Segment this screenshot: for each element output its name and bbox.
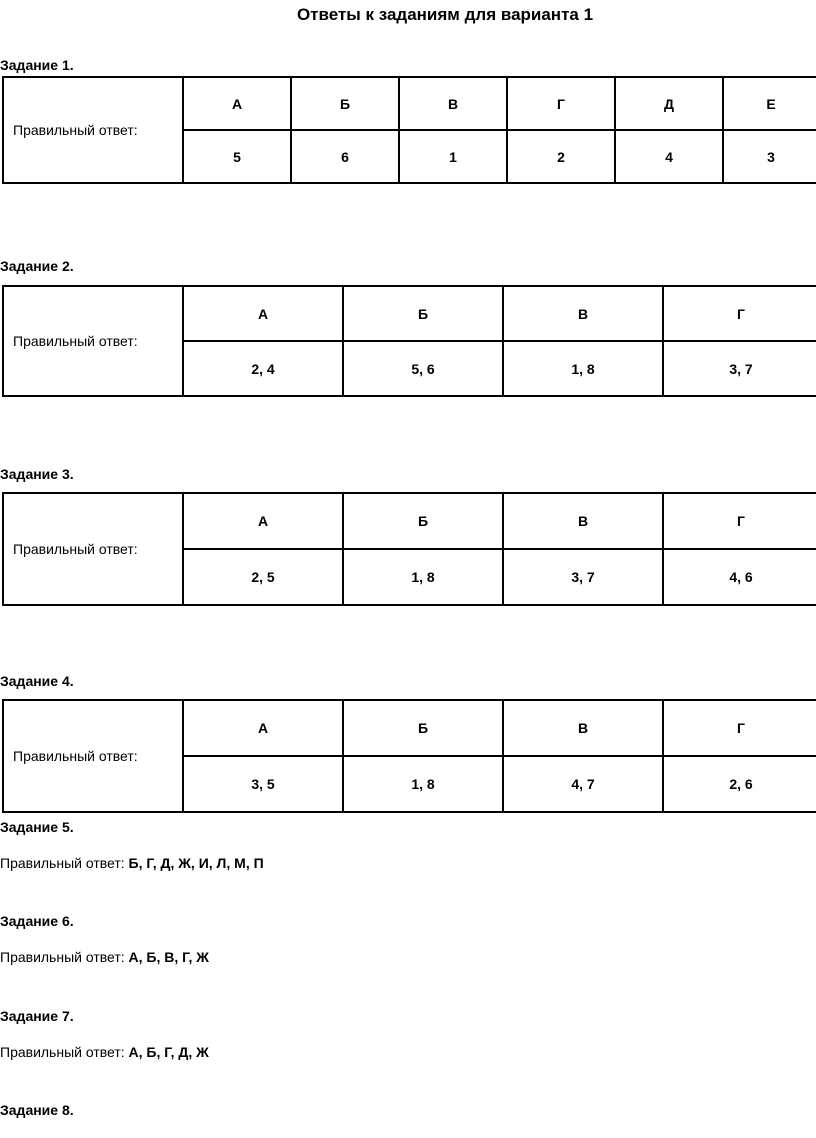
- column-header: Б: [343, 700, 503, 756]
- column-header: В: [503, 493, 663, 549]
- task-1-answer-table: [2, 76, 816, 184]
- column-header: Б: [343, 493, 503, 549]
- column-header: Б: [291, 77, 399, 130]
- column-header: Е: [723, 77, 816, 130]
- answer-cell: 2, 5: [183, 549, 343, 605]
- answer-label: Правильный ответ:: [3, 286, 183, 396]
- column-header: А: [183, 493, 343, 549]
- answer-values: А, Б, Г, Д, Ж: [128, 1044, 209, 1060]
- answer-cell: 3, 7: [503, 549, 663, 605]
- document-title: Ответы к заданиям для варианта 1: [296, 5, 594, 24]
- column-header: Г: [663, 286, 816, 341]
- column-header: Г: [507, 77, 615, 130]
- answer-cell: 4, 7: [503, 756, 663, 812]
- column-header: А: [183, 700, 343, 756]
- task-2-heading: Задание 2.: [0, 258, 74, 274]
- answer-cell: 3: [723, 130, 816, 183]
- task-7-heading: Задание 7.: [0, 1008, 74, 1024]
- answer-cell: 3, 7: [663, 341, 816, 396]
- answer-label: Правильный ответ:: [0, 1044, 129, 1060]
- answer-values: Б, Г, Д, Ж, И, Л, М, П: [128, 855, 264, 871]
- answer-label: Правильный ответ:: [3, 700, 183, 812]
- task-6-heading: Задание 6.: [0, 913, 74, 929]
- answer-cell: 6: [291, 130, 399, 183]
- column-header: А: [183, 286, 343, 341]
- answer-label: Правильный ответ:: [3, 493, 183, 605]
- task-8-heading: Задание 8.: [0, 1102, 74, 1118]
- task-7-answer: [0, 1043, 209, 1061]
- column-header: В: [399, 77, 507, 130]
- answer-values: А, Б, В, Г, Ж: [128, 949, 209, 965]
- task-1-heading: Задание 1.: [0, 57, 74, 73]
- answer-cell: 5: [183, 130, 291, 183]
- task-6-answer: [0, 948, 209, 966]
- column-header: Б: [343, 286, 503, 341]
- column-header: Г: [663, 700, 816, 756]
- answer-cell: 2, 4: [183, 341, 343, 396]
- answer-cell: 1, 8: [343, 549, 503, 605]
- column-header: В: [503, 286, 663, 341]
- answer-label: Правильный ответ:: [0, 949, 129, 965]
- answer-cell: 5, 6: [343, 341, 503, 396]
- answer-cell: 2, 6: [663, 756, 816, 812]
- answer-cell: 4: [615, 130, 723, 183]
- task-4-answer-table: [2, 699, 816, 813]
- column-header: А: [183, 77, 291, 130]
- answer-label: Правильный ответ:: [3, 77, 183, 183]
- task-3-answer-table: [2, 492, 816, 606]
- answer-cell: 2: [507, 130, 615, 183]
- task-3-heading: Задание 3.: [0, 466, 74, 482]
- column-header: Г: [663, 493, 816, 549]
- task-4-heading: Задание 4.: [0, 673, 74, 689]
- answer-cell: 1, 8: [503, 341, 663, 396]
- answer-cell: 1, 8: [343, 756, 503, 812]
- task-5-answer: [0, 854, 264, 872]
- answer-label: Правильный ответ:: [0, 855, 129, 871]
- answer-cell: 4, 6: [663, 549, 816, 605]
- column-header: В: [503, 700, 663, 756]
- column-header: Д: [615, 77, 723, 130]
- task-5-heading: Задание 5.: [0, 819, 74, 835]
- task-2-answer-table: [2, 285, 816, 397]
- answer-cell: 1: [399, 130, 507, 183]
- answer-cell: 3, 5: [183, 756, 343, 812]
